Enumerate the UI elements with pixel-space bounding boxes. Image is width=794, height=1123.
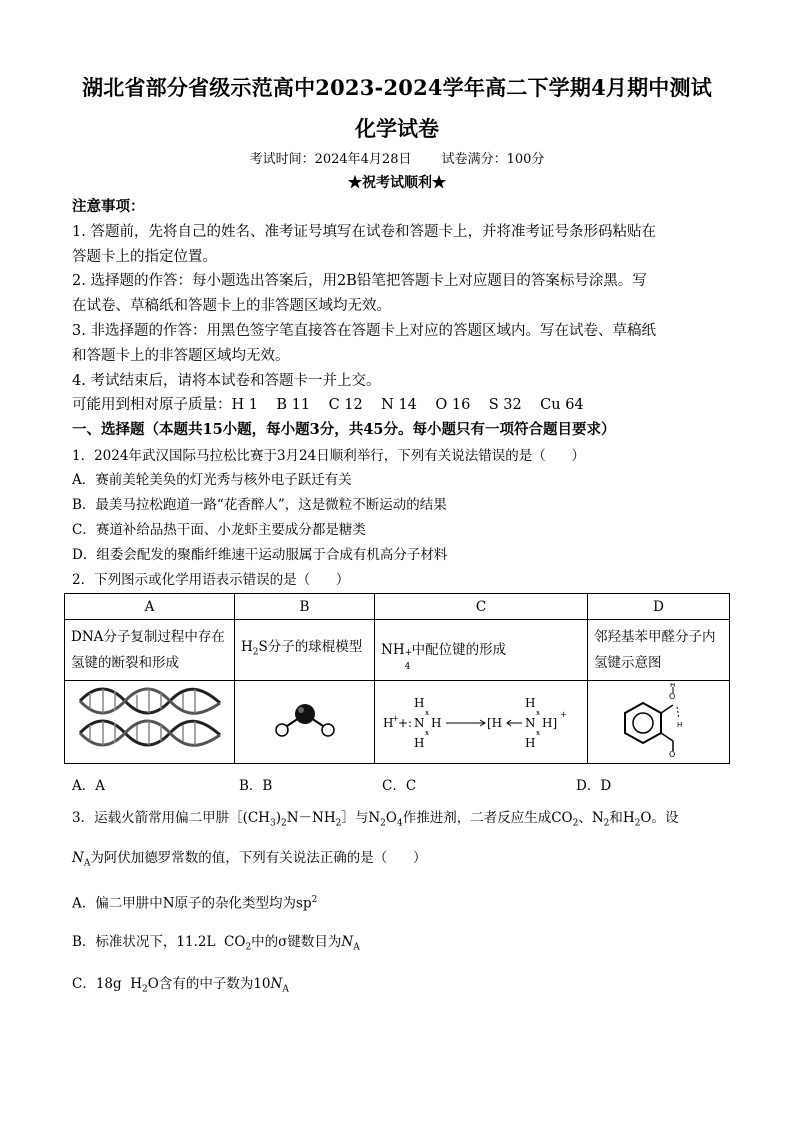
svg-text:ӿ: ӿ — [535, 728, 540, 737]
svg-text:N: N — [524, 716, 535, 730]
salicylaldehyde-image — [588, 681, 730, 764]
good-luck-banner: ★祝考试顺利★ — [348, 175, 446, 191]
cell-b-text: $H_2S$分子的球棍模型 — [235, 620, 375, 681]
svg-text:+: + — [391, 714, 399, 723]
notice-item: 和答题卡上的非答题区域均无效。 — [72, 348, 290, 364]
table-header-b: B — [235, 594, 375, 620]
h2s-ball-stick-image — [235, 681, 375, 764]
question-2-option: A．A — [72, 778, 105, 794]
full-score: 试卷满分：100分 — [441, 152, 545, 167]
table-header-c: C — [375, 594, 588, 620]
exam-meta — [0, 148, 794, 167]
question-2-option: C．C — [382, 778, 417, 794]
svg-text:H: H — [382, 716, 393, 730]
exam-time: 考试时间：2024年4月28日 — [249, 152, 412, 167]
notice-heading: 注意事项： — [72, 198, 145, 215]
notice-item: 4. 考试结束后，请将本试卷和答题卡一并上交。 — [72, 373, 381, 389]
svg-text:H: H — [413, 736, 424, 750]
table-header-d: D — [588, 594, 730, 620]
atomic-masses: 可能用到相对原子质量：H 1 B 11 C 12 N 14 O 16 S 32 Cu 64 — [72, 397, 584, 413]
question-1-stem: 1．2024年武汉国际马拉松比赛于3月24日顺利举行，下列有关说法错误的是（ ） — [72, 448, 585, 464]
question-1-option: A．赛前美轮美奂的灯光秀与核外电子跃迁有关 — [72, 472, 352, 488]
table-header-a: A — [65, 594, 235, 620]
coordinate-bond-diagram — [379, 685, 584, 755]
question-1-option: C．赛道补给品热干面、小龙虾主要成分都是糖类 — [72, 522, 366, 538]
svg-text:[H: [H — [486, 716, 502, 730]
exam-title: 湖北省部分省级示范高中2023-2024学年高二下学期4月期中测试 — [82, 75, 712, 100]
notice-item: 2. 选择题的作答：每小题选出答案后，用2B铅笔把答题卡上对应题目的答案标号涂黑。写 — [72, 273, 647, 289]
notice-item: 1. 答题前，先将自己的姓名、准考证号填写在试卷和答题卡上，并将准考证号条形码粘贴在 — [72, 224, 656, 240]
question-2-option: D．D — [576, 778, 612, 794]
svg-text:H: H — [524, 736, 535, 750]
question-3-option-a: A．偏二甲肼中N原子的杂化类型均为$sp^2$ — [72, 895, 318, 912]
cell-a-text: DNA分子复制过程中存在氢键的断裂和形成 — [65, 620, 235, 681]
svg-text:ӿ: ӿ — [424, 708, 429, 717]
svg-text:H: H — [524, 696, 535, 710]
notice-item: 3. 非选择题的作答：用黑色签字笔直接答在答题卡上对应的答题区域内。写在试卷、草稿纸 — [72, 323, 656, 339]
section-heading: 一、选择题（本题共15小题，每小题3分，共45分。每小题只有一项符合题目要求） — [72, 421, 616, 438]
notice-item: 答题卡上的指定位置。 — [72, 249, 217, 265]
cell-c-text: NH + 4 中配位键的形成 — [375, 620, 588, 681]
nh4-formation-formula — [375, 681, 588, 764]
h2s-molecule-icon — [270, 700, 340, 740]
question-3-option-b: B．标准状况下，11.2L $CO_2$中的σ键数目为$N_A$ — [72, 934, 360, 953]
notice-item: 在试卷、草稿纸和答题卡上的非答题区域均无效。 — [72, 298, 391, 314]
svg-text:H]: H] — [541, 716, 557, 730]
svg-text:+:: +: — [397, 716, 412, 730]
question-2-table — [64, 593, 730, 764]
svg-text:N: N — [413, 716, 424, 730]
svg-text:H: H — [413, 696, 424, 710]
svg-text:+: + — [559, 710, 567, 719]
svg-text:ӿ: ӿ — [535, 708, 540, 717]
svg-text:H: H — [669, 683, 675, 689]
question-2-option: B．B — [239, 778, 273, 794]
svg-text:H: H — [676, 721, 682, 729]
question-3-stem-line2: $N_A$为阿伏加德罗常数的值，下列有关说法正确的是（ ） — [72, 850, 427, 869]
question-1-option: D．组委会配发的聚酯纤维速干运动服属于合成有机高分子材料 — [72, 547, 448, 563]
question-2-stem: 2．下列图示或化学用语表示错误的是（ ） — [72, 572, 350, 588]
exam-subtitle: 化学试卷 — [355, 116, 439, 141]
question-3-option-c: C．18g $H_2O$含有的中子数为$10N_A$ — [72, 976, 289, 995]
question-3-stem: 3．运载火箭常用偏二甲肼$[(CH_3)_2N-NH_2]$与$N_2O_4$作推进剂，二者反应生成$CO_2$、$N_2$和$H_2O$。设 — [72, 810, 679, 829]
dna-double-helix-image — [65, 681, 235, 764]
question-1-option: B．最美马拉松跑道一路“花香醉人”，这是微粒不断运动的结果 — [72, 497, 447, 513]
svg-text:ӿ: ӿ — [424, 728, 429, 737]
svg-text:H: H — [430, 716, 441, 730]
svg-text:O: O — [668, 750, 675, 757]
dna-helix-icon — [75, 683, 225, 757]
benzene-ring-icon — [619, 683, 699, 757]
cell-d-text: 邻羟基苯甲醛分子内氢键示意图 — [588, 620, 730, 681]
svg-text:O: O — [668, 692, 675, 701]
